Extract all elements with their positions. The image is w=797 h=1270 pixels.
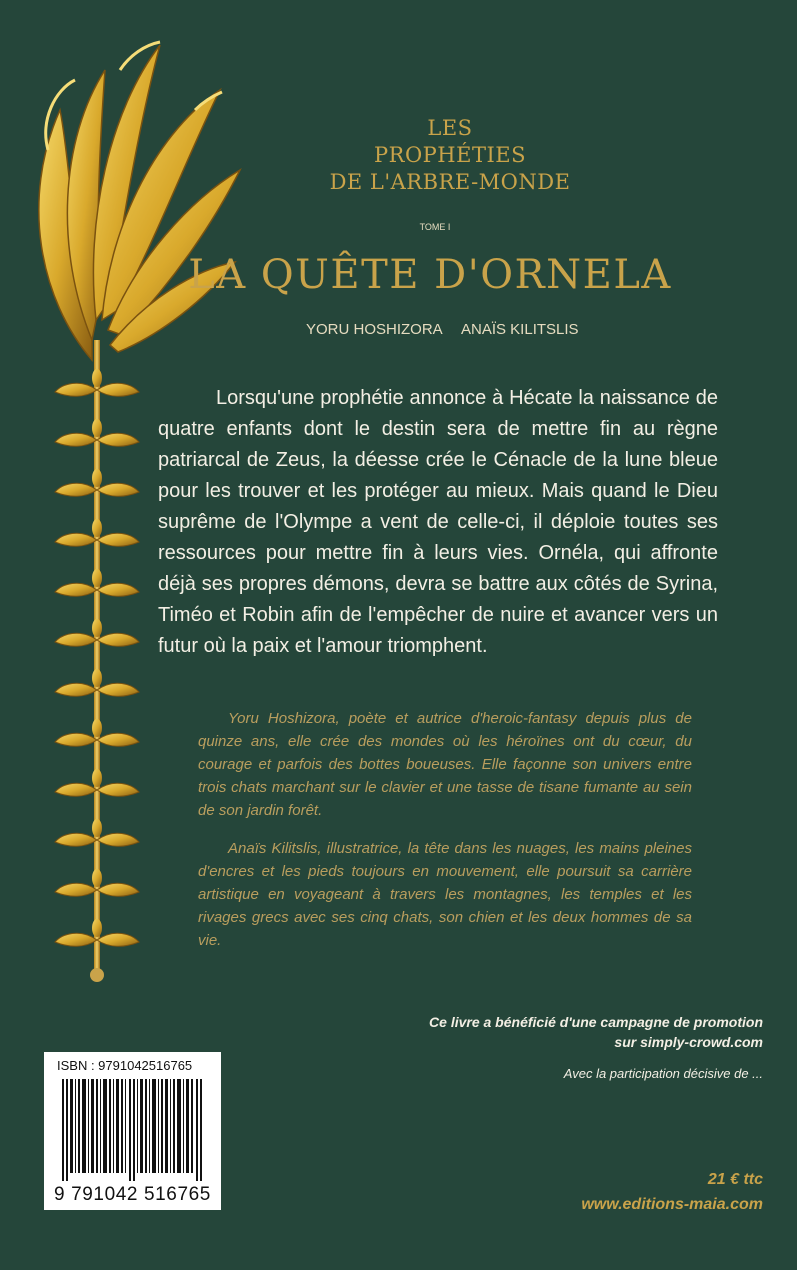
illustrator-name: ANAÏS KILITSLIS	[461, 321, 579, 338]
promotion-line-1: Ce livre a bénéficié d'une campagne de promotion	[429, 1014, 763, 1030]
series-title	[300, 115, 600, 196]
participation-note: Avec la participation décisive de ...	[563, 1066, 763, 1081]
barcode	[44, 1052, 221, 1210]
promotion-line-2: sur simply-crowd.com	[614, 1034, 763, 1050]
promotion-note	[429, 1012, 763, 1052]
tome-label: TOME I	[419, 222, 451, 232]
barcode-digits: 9 791042 516765	[54, 1184, 211, 1205]
illustrator-bio: Anaïs Kilitslis, illustratrice, la tête dans les nuages, les mains pleines d'encres et les pieds toujours en mouvement, elle poursuit sa carrière artistique en voyageant à travers les montagnes, les temples et les rivages grecs avec ses cinq chats, son chien et les deux hommes de sa vie.	[198, 840, 692, 949]
series-line-3: DE L'ARBRE-MONDE	[329, 170, 571, 194]
publisher-website: www.editions-maia.com	[581, 1196, 763, 1213]
price: 21 € ttc	[707, 1171, 763, 1188]
synopsis-text: Lorsqu'une prophétie annonce à Hécate la naissance de quatre enfants dont le destin sera de mettre fin au règne patriarcal de Zeus, la déesse crée le Cénacle de la lune bleue pour les trouver et les protéger au mieux. Mais quand le Dieu suprême de l'Olympe a vent de celle-ci, il déploie toutes ses ressources pour mettre fin à leurs vies. Ornéla, qui affronte déjà ses propres démons, devra se battre aux côtés de Syrina, Timéo et Robin afin de l'empêcher de nuire et avancer vers un futur où la paix et l'amour triomphent.	[158, 387, 718, 657]
book-title: LA QUÊTE D'ORNELA	[188, 252, 672, 298]
series-line-1: LES	[427, 116, 473, 140]
isbn-label: ISBN : 9791042516765	[57, 1058, 193, 1073]
author-bio: Yoru Hoshizora, poète et autrice d'heroic-fantasy depuis plus de quinze ans, elle crée des mondes où les héroïnes ont du cœur, du courage et parfois des bottes boueuses. Elle façonne son univers entre trois chats marchant sur le clavier et une tasse de tisane fumante au sein de son jardin forêt.	[198, 710, 692, 819]
author-name: YORU HOSHIZORA	[306, 321, 443, 338]
series-line-2: PROPHÉTIES	[374, 143, 526, 167]
barcode-bars-icon	[62, 1079, 204, 1181]
